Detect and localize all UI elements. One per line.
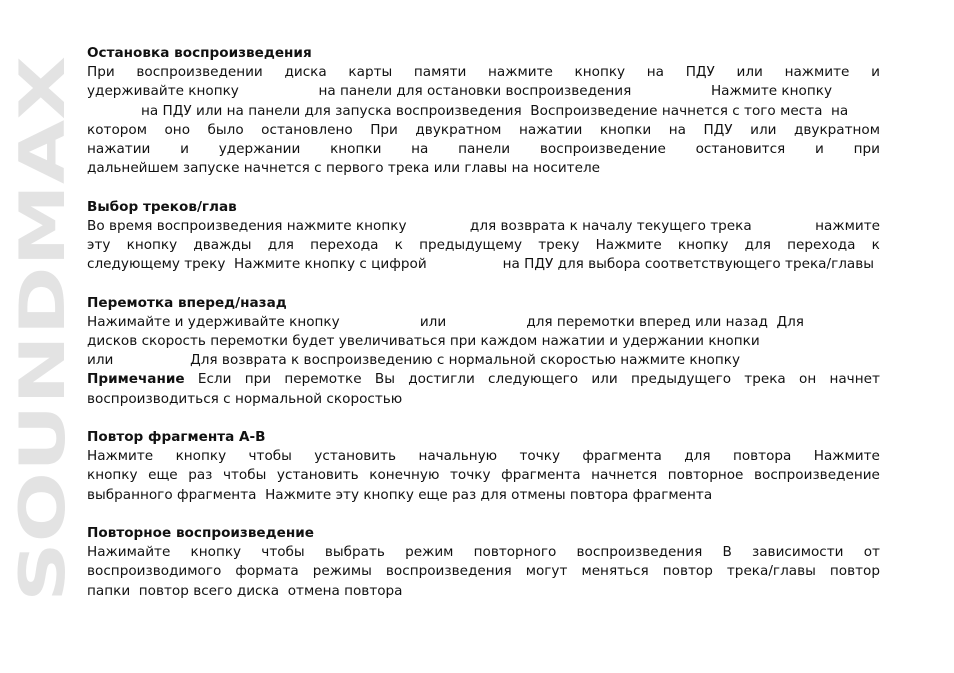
text-line bbox=[87, 370, 880, 389]
text-segment: предыдущего bbox=[630, 371, 732, 388]
text-segment: к bbox=[871, 237, 880, 254]
text-segment: формата bbox=[235, 563, 299, 580]
text-segment: кнопку bbox=[126, 237, 178, 254]
text-segment: выбрать bbox=[324, 544, 385, 561]
text-line bbox=[87, 332, 880, 351]
section-heading: Повторное воспроизведение bbox=[87, 525, 314, 542]
text-segment: воспроизводимого bbox=[87, 563, 222, 580]
text-segment: повторное bbox=[667, 467, 744, 484]
text-line bbox=[87, 313, 880, 332]
text-segment: было bbox=[207, 121, 244, 138]
text-segment: дважды bbox=[193, 237, 252, 254]
text-segment: фрагмента bbox=[501, 467, 581, 484]
text-segment: Нажмите bbox=[87, 448, 154, 465]
text-segment: карты bbox=[348, 64, 393, 81]
text-segment: зависимости bbox=[752, 544, 844, 561]
text-segment: Нажмите bbox=[595, 237, 662, 254]
text-segment: предыдущему bbox=[419, 237, 523, 254]
manual-section bbox=[87, 44, 880, 178]
text-line bbox=[87, 543, 880, 562]
text-line bbox=[87, 351, 880, 370]
brand-logo bbox=[6, 56, 79, 602]
text-segment: чтобы bbox=[222, 467, 267, 484]
text-segment: на панели для остановки воспроизведения bbox=[318, 83, 632, 100]
text-segment: на ПДУ или на панели для запуска воспроизведения Воспроизведение начнется с того места на bbox=[141, 102, 849, 119]
text-segment: при bbox=[244, 371, 272, 388]
brand-logo-text: SOUNDMAX bbox=[6, 193, 79, 602]
text-segment: нажмите bbox=[784, 64, 850, 81]
text-segment: ПДУ bbox=[703, 121, 733, 138]
text-segment: для bbox=[684, 448, 711, 465]
text-segment: режим bbox=[405, 544, 454, 561]
text-segment: и bbox=[871, 64, 880, 81]
text-segment: или bbox=[419, 313, 447, 330]
manual-section bbox=[87, 294, 880, 409]
text-segment: трека bbox=[744, 371, 786, 388]
text-segment: точку bbox=[519, 448, 561, 465]
text-line bbox=[87, 217, 880, 236]
text-segment: кнопку bbox=[175, 448, 227, 465]
text-segment: от bbox=[863, 544, 880, 561]
text-segment: на bbox=[646, 64, 665, 81]
text-segment: дальнейшем запуске начнется с первого трека или главы на носителе bbox=[87, 160, 600, 177]
text-segment: режимы bbox=[312, 563, 372, 580]
text-segment: котором bbox=[87, 121, 147, 138]
text-segment: воспроизведении bbox=[136, 64, 263, 81]
text-line bbox=[87, 255, 880, 274]
text-segment: при bbox=[853, 141, 880, 158]
text-segment: установить bbox=[314, 448, 397, 465]
text-segment: воспроизведение bbox=[539, 141, 666, 158]
manual-section bbox=[87, 428, 880, 505]
text-segment: Для возврата к воспроизведению с нормальной скоростью нажмите кнопку bbox=[190, 352, 740, 369]
text-line bbox=[87, 486, 880, 505]
text-segment: начнется bbox=[591, 467, 658, 484]
text-line bbox=[87, 121, 880, 140]
text-segment: остановится bbox=[695, 141, 786, 158]
text-segment: еще bbox=[148, 467, 178, 484]
text-segment: двукратном bbox=[793, 121, 880, 138]
text-segment: установить bbox=[276, 467, 359, 484]
text-segment: или bbox=[750, 121, 777, 138]
section-heading: Перемотка вперед/назад bbox=[87, 294, 287, 311]
text-segment: двукратном bbox=[415, 121, 502, 138]
text-segment: кнопку bbox=[87, 467, 138, 484]
text-segment: или bbox=[736, 64, 763, 81]
text-segment: Вы bbox=[374, 371, 395, 388]
text-segment: повторного bbox=[473, 544, 557, 561]
text-segment: к bbox=[394, 237, 403, 254]
text-segment: треку bbox=[538, 237, 580, 254]
text-segment: Если bbox=[197, 371, 232, 388]
text-segment: на bbox=[668, 121, 686, 138]
text-segment: трека/главы bbox=[726, 563, 816, 580]
text-segment: чтобы bbox=[248, 448, 292, 465]
text-segment: диска bbox=[284, 64, 327, 81]
text-segment: кнопку bbox=[574, 64, 626, 81]
text-segment: и bbox=[180, 141, 189, 158]
section-heading: Выбор треков/глав bbox=[87, 198, 237, 215]
text-segment: могут bbox=[525, 563, 568, 580]
text-segment: и bbox=[814, 141, 824, 158]
text-segment: на ПДУ для выбора соответствующего трека/главы bbox=[502, 256, 874, 273]
text-segment: нажатии bbox=[518, 121, 583, 138]
text-segment: При bbox=[87, 64, 115, 81]
manual-section bbox=[87, 198, 880, 275]
text-segment: достигли bbox=[408, 371, 475, 388]
text-segment: перехода bbox=[787, 237, 856, 254]
note-label: Примечание bbox=[87, 371, 185, 388]
text-line bbox=[87, 102, 880, 121]
text-segment: кнопки bbox=[330, 141, 382, 158]
text-segment: кнопки bbox=[599, 121, 652, 138]
text-line bbox=[87, 582, 880, 601]
manual-section bbox=[87, 524, 880, 601]
text-segment: меняться bbox=[581, 563, 649, 580]
text-segment: повтор bbox=[662, 563, 713, 580]
text-line bbox=[87, 447, 880, 466]
brand-logo-svg bbox=[6, 56, 79, 602]
text-segment: для bbox=[267, 237, 294, 254]
manual-page bbox=[87, 44, 880, 620]
text-line bbox=[87, 63, 880, 82]
text-segment: нажмите bbox=[815, 217, 880, 234]
text-segment: конечную bbox=[369, 467, 440, 484]
text-segment: начнет bbox=[829, 371, 880, 388]
text-segment: следующего bbox=[488, 371, 579, 388]
text-segment: следующему треку Нажмите кнопку с цифрой bbox=[87, 256, 427, 273]
text-segment: оно bbox=[164, 121, 191, 138]
text-segment: для bbox=[744, 237, 771, 254]
text-segment: кнопку bbox=[190, 544, 242, 561]
section-heading: Остановка воспроизведения bbox=[87, 45, 312, 61]
text-segment: повтора bbox=[732, 448, 792, 465]
text-segment: Нажмите bbox=[813, 448, 880, 465]
text-segment: остановлено bbox=[261, 121, 353, 138]
text-segment: нажмите bbox=[488, 64, 553, 81]
text-line bbox=[87, 159, 880, 178]
text-segment: При bbox=[370, 121, 398, 138]
text-line bbox=[87, 236, 880, 255]
text-segment: точку bbox=[449, 467, 491, 484]
text-segment: В bbox=[722, 544, 732, 561]
text-segment: фрагмента bbox=[582, 448, 662, 465]
text-line bbox=[87, 82, 880, 101]
text-segment: раз bbox=[188, 467, 213, 484]
text-segment: Нажимайте bbox=[87, 544, 171, 561]
text-segment: удерживайте кнопку bbox=[87, 83, 239, 100]
text-segment: для возврата к началу текущего трека bbox=[469, 217, 752, 234]
text-line bbox=[87, 562, 880, 581]
text-segment: воспроизводиться с нормальной скоростью bbox=[87, 390, 403, 407]
text-segment: папки повтор всего диска отмена повтора bbox=[87, 582, 403, 599]
text-segment: панели bbox=[458, 141, 511, 158]
text-segment: эту bbox=[87, 237, 111, 254]
text-segment: выбранного фрагмента Нажмите эту кнопку еще раз для отмены повтора фрагмента bbox=[87, 486, 713, 503]
text-segment: чтобы bbox=[261, 544, 305, 561]
text-segment: памяти bbox=[413, 64, 467, 81]
text-segment: повтор bbox=[829, 563, 880, 580]
section-heading: Повтор фрагмента A-B bbox=[87, 429, 266, 446]
text-segment: перехода bbox=[310, 237, 379, 254]
text-segment: Во время воспроизведения нажмите кнопку bbox=[87, 217, 407, 234]
text-segment: или bbox=[87, 352, 114, 369]
text-segment: ПДУ bbox=[685, 64, 715, 81]
text-segment: удержании bbox=[218, 141, 301, 158]
text-segment: нажатии bbox=[87, 141, 151, 158]
text-segment: или bbox=[591, 371, 618, 388]
text-segment: кнопку bbox=[677, 237, 729, 254]
text-segment: воспроизведения bbox=[576, 544, 703, 561]
text-segment: Нажимайте и удерживайте кнопку bbox=[87, 313, 340, 330]
text-segment: перемотке bbox=[284, 371, 362, 388]
text-segment: начальную bbox=[418, 448, 498, 465]
text-segment: Нажмите кнопку bbox=[710, 83, 832, 100]
text-line bbox=[87, 390, 880, 409]
text-segment: на bbox=[411, 141, 429, 158]
text-line bbox=[87, 140, 880, 159]
text-segment: воспроизведение bbox=[753, 467, 880, 484]
text-segment: дисков скорость перемотки будет увеличиваться при каждом нажатии и удержании кнопки bbox=[87, 333, 760, 350]
text-line bbox=[87, 466, 880, 485]
text-segment: для перемотки вперед или назад Для bbox=[526, 313, 804, 330]
text-segment: воспроизведения bbox=[385, 563, 512, 580]
text-segment: он bbox=[799, 371, 817, 388]
